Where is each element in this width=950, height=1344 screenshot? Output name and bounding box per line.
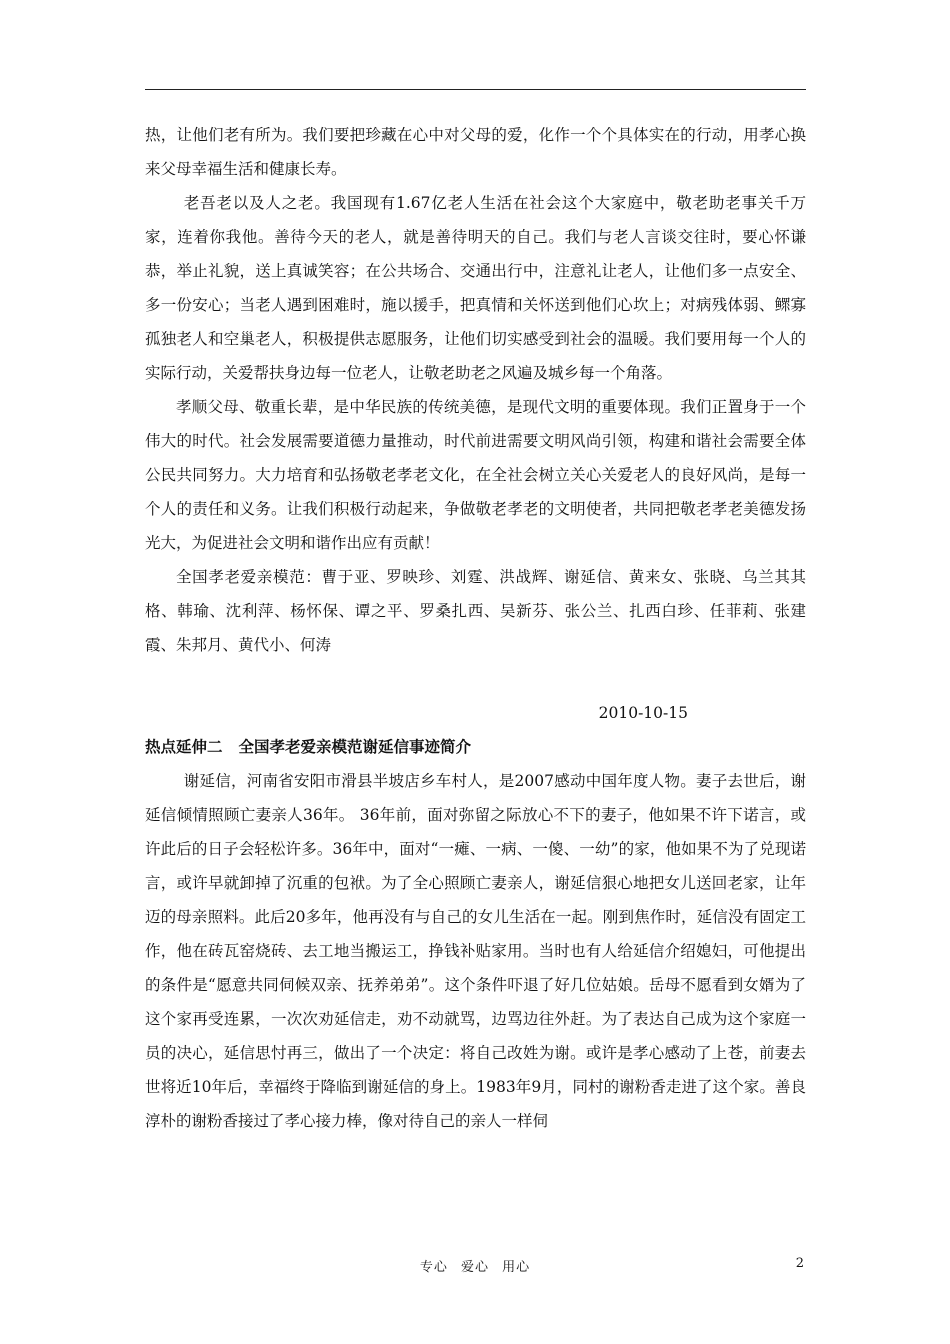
paragraph-continuation: 热，让他们老有所为。我们要把珍藏在心中对父母的爱，化作一个个具体实在的行动，用孝心换来父母幸福生活和健康长寿。 [145, 126, 806, 178]
header-rule [145, 89, 806, 90]
footer-slogan: 专心 爱心 用心 [419, 1260, 531, 1275]
section-title: 全国孝老爱亲模范谢延信事迹简介 [238, 737, 472, 756]
paragraph-respect-elders: 老吾老以及人之老。我国现有1.67亿老人生活在社会这个大家庭中，敬老助老事关千万家，连着你我他。善待今天的老人，就是善待明天的自己。我们与老人言谈交往时，要心怀谦恭，举止礼貌，送上真诚笑容；在公共场合、交通出行中，注意礼让老人，让他们多一点安全、多一份安心；当老人遇到困难时，施以援手，把真情和关怀送到他们心坎上；对病残体弱、鳏寡孤独老人和空巢老人，积极提供志愿服务，让他们切实感受到社会的温暖。我们要用每一个人的实际行动，关爱帮扶身边每一位老人，让敬老助老之风遍及城乡每一个角落。 [145, 194, 806, 382]
page-number: 2 [795, 1256, 804, 1271]
page-body [145, 118, 806, 1138]
section-label: 热点延伸二 [145, 737, 223, 756]
paragraph-model-list: 全国孝老爱亲模范：曹于亚、罗映珍、刘霆、洪战辉、谢延信、黄来女、张晓、乌兰其其格、韩瑜、沈利萍、杨怀保、谭之平、罗桑扎西、吴新芬、张公兰、扎西白珍、任菲莉、张建霞、朱邦月、黄代小、何涛 [145, 568, 806, 654]
date-line: 2010-10-15 [598, 704, 688, 722]
page-footer [0, 1256, 950, 1278]
paragraph-story: 谢延信，河南省安阳市滑县半坡店乡车村人，是2007感动中国年度人物。妻子去世后，谢延信倾情照顾亡妻亲人36年。 36年前，面对弥留之际放心不下的妻子，他如果不许下诺言，或许此后的日子会轻松许多。36年中，面对“一瘫、一病、一傻、一幼”的家，他如果不为了兑现诺言，或许早就卸掉了沉重的包袱。为了全心照顾亡妻亲人，谢延信狠心地把女儿送回老家，让年迈的母亲照料。此后20多年，他再没有与自己的女儿生活在一起。刚到焦作时，延信没有固定工作，他在砖瓦窑烧砖、去工地当搬运工，挣钱补贴家用。当时也有人给延信介绍媳妇，可他提出的条件是“愿意共同伺候双亲、抚养弟弟”。这个条件吓退了好几位姑娘。岳母不愿看到女婿为了这个家再受连累，一次次劝延信走，劝不动就骂，边骂边往外赶。为了表达自己成为这个家庭一员的决心，延信思忖再三，做出了一个决定：将自己改姓为谢。或许是孝心感动了上苍，前妻去世将近10年后，幸福终于降临到谢延信的身上。1983年9月，同村的谢粉香走进了这个家。善良淳朴的谢粉香接过了孝心接力棒，像对待自己的亲人一样伺 [145, 772, 806, 1130]
paragraph-filial-piety: 孝顺父母、敬重长辈，是中华民族的传统美德，是现代文明的重要体现。我们正置身于一个伟大的时代。社会发展需要道德力量推动，时代前进需要文明风尚引领，构建和谐社会需要全体公民共同努力。大力培育和弘扬敬老孝老文化，在全社会树立关心关爱老人的良好风尚，是每一个人的责任和义务。让我们积极行动起来，争做敬老孝老的文明使者，共同把敬老孝老美德发扬光大，为促进社会文明和谐作出应有贡献！ [145, 398, 806, 552]
section-heading [145, 730, 806, 764]
